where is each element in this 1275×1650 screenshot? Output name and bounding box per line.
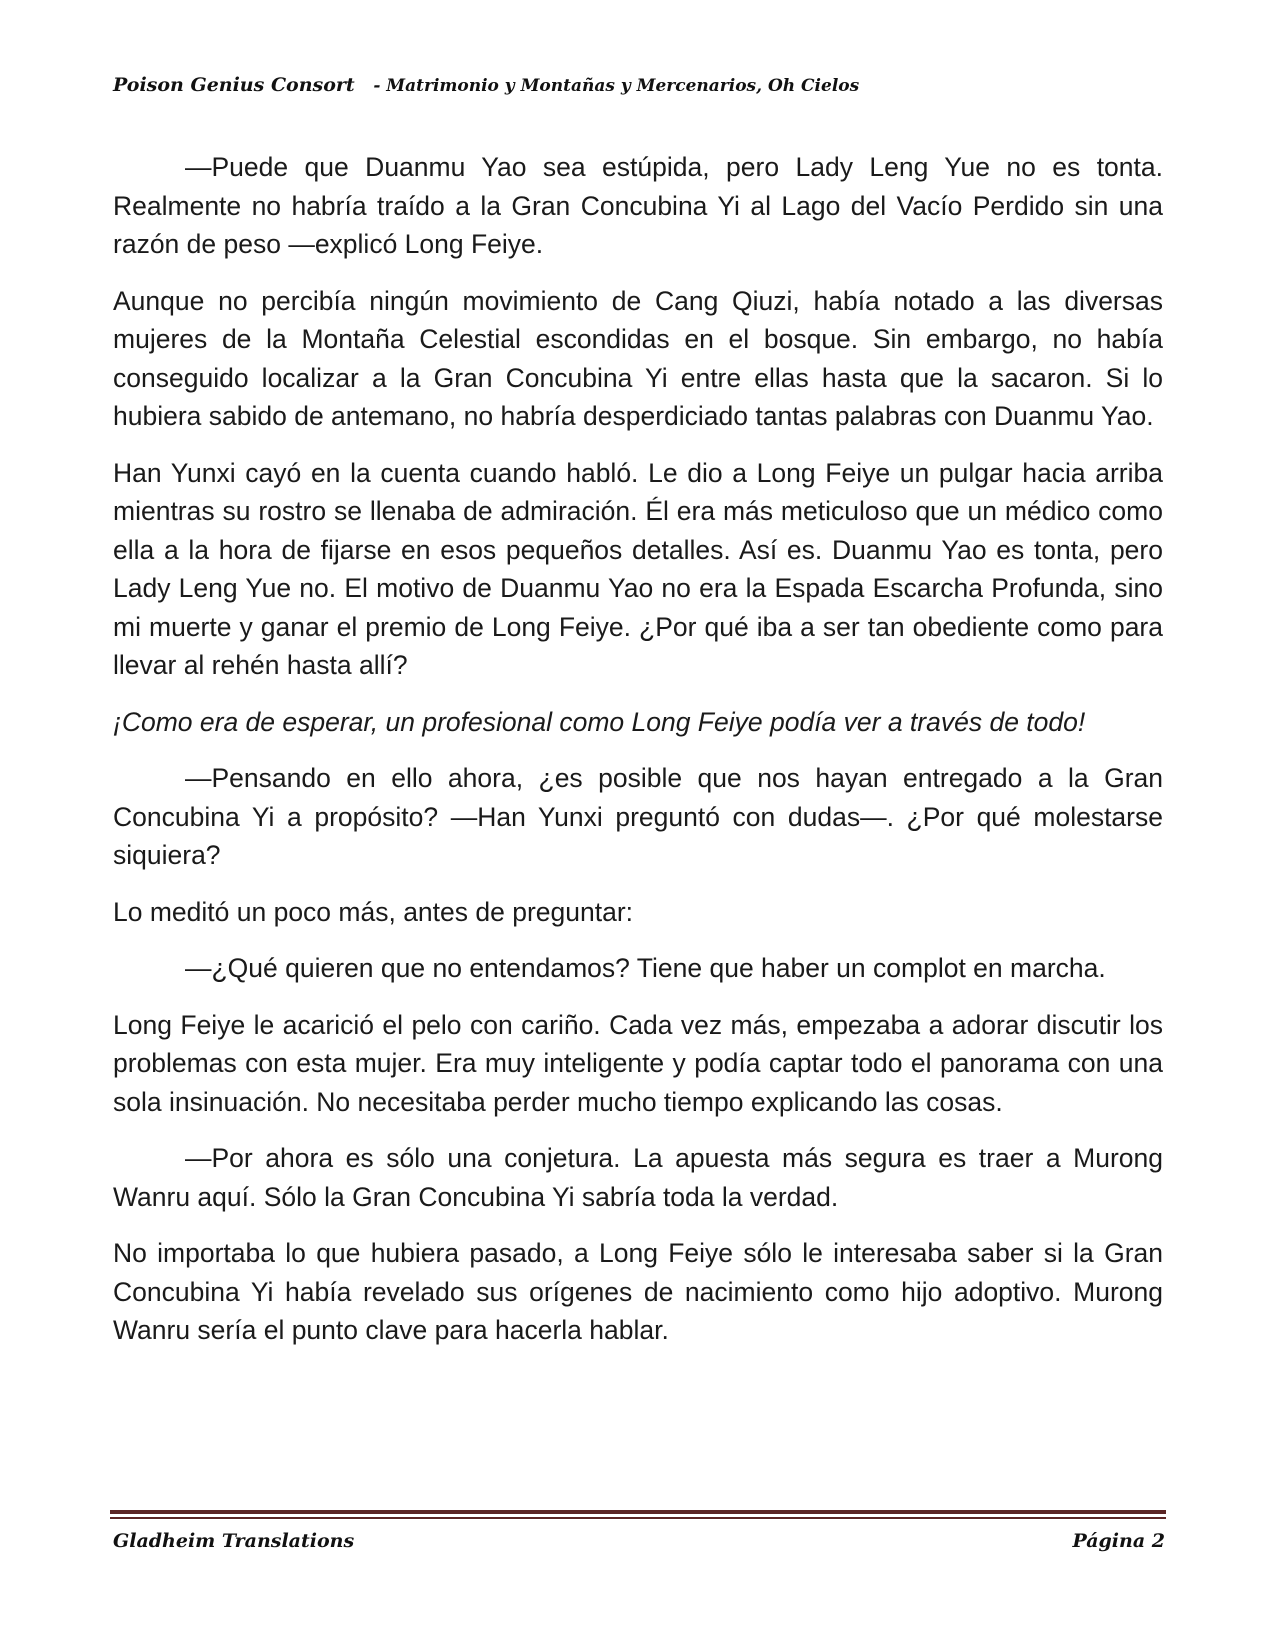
footer-publisher: Gladheim Translations [113, 1530, 355, 1552]
paragraph: —Pensando en ello ahora, ¿es posible que nos hayan entregado a la Gran Concubina Yi a propósito? —Han Yunxi preguntó con dudas—. ¿Por qué molestarse siquiera? [113, 763, 1163, 870]
footer-rule [110, 1510, 1166, 1514]
running-header [113, 74, 1173, 96]
footer-page-number: Página 2 [1072, 1530, 1165, 1552]
paragraph: —Puede que Duanmu Yao sea estúpida, pero Lady Leng Yue no es tonta. Realmente no habría traído a la Gran Concubina Yi al Lago del Vacío Perdido sin una razón de peso —explicó Long Feiye. [113, 152, 1163, 259]
paragraph: Han Yunxi cayó en la cuenta cuando habló. Le dio a Long Feiye un pulgar hacia arriba mientras su rostro se llenaba de admiración. Él era más meticuloso que un médico como ella a la hora de fijarse en esos pequeños detalles. Así es. Duanmu Yao es tonta, pero Lady Leng Yue no. El motivo de Duanmu Yao no era la Espada Escarcha Profunda, sino mi muerte y ganar el premio de Long Feiye. ¿Por qué iba a ser tan obediente como para llevar al rehén hasta allí? [113, 457, 1163, 680]
paragraph: Aunque no percibía ningún movimiento de Cang Qiuzi, había notado a las diversas mujeres de la Montaña Celestial escondidas en el bosque. Sin embargo, no había conseguido localizar a la Gran Concubina Yi entre ellas hasta que la sacaron. Si lo hubiera sabido de antemano, no habría desperdiciado tantas palabras con Duanmu Yao. [113, 285, 1163, 431]
header-series-title: Poison Genius Consort [113, 74, 355, 96]
paragraph: —Por ahora es sólo una conjetura. La apuesta más segura es traer a Murong Wanru aquí. Sólo la Gran Concubina Yi sabría toda la verdad. [113, 1143, 1163, 1212]
header-chapter-title: - Matrimonio y Montañas y Mercenarios, Oh Cielos [373, 76, 860, 96]
footer-rule-thin [110, 1517, 1166, 1519]
page-body [113, 148, 1163, 1368]
paragraph: Lo meditó un poco más, antes de preguntar: [113, 896, 634, 927]
paragraph-italic: ¡Como era de esperar, un profesional como Long Feiye podía ver a través de todo! [113, 706, 1086, 737]
paragraph: No importaba lo que hubiera pasado, a Long Feiye sólo le interesaba saber si la Gran Concubina Yi había revelado sus orígenes de nacimiento como hijo adoptivo. Murong Wanru sería el punto clave para hacerla hablar. [113, 1238, 1163, 1345]
paragraph: Long Feiye le acarició el pelo con cariño. Cada vez más, empezaba a adorar discutir los problemas con esta mujer. Era muy inteligente y podía captar todo el panorama con una sola insinuación. No necesitaba perder mucho tiempo explicando las cosas. [113, 1009, 1163, 1117]
paragraph: —¿Qué quieren que no entendamos? Tiene que haber un complot en marcha. [185, 953, 1106, 983]
